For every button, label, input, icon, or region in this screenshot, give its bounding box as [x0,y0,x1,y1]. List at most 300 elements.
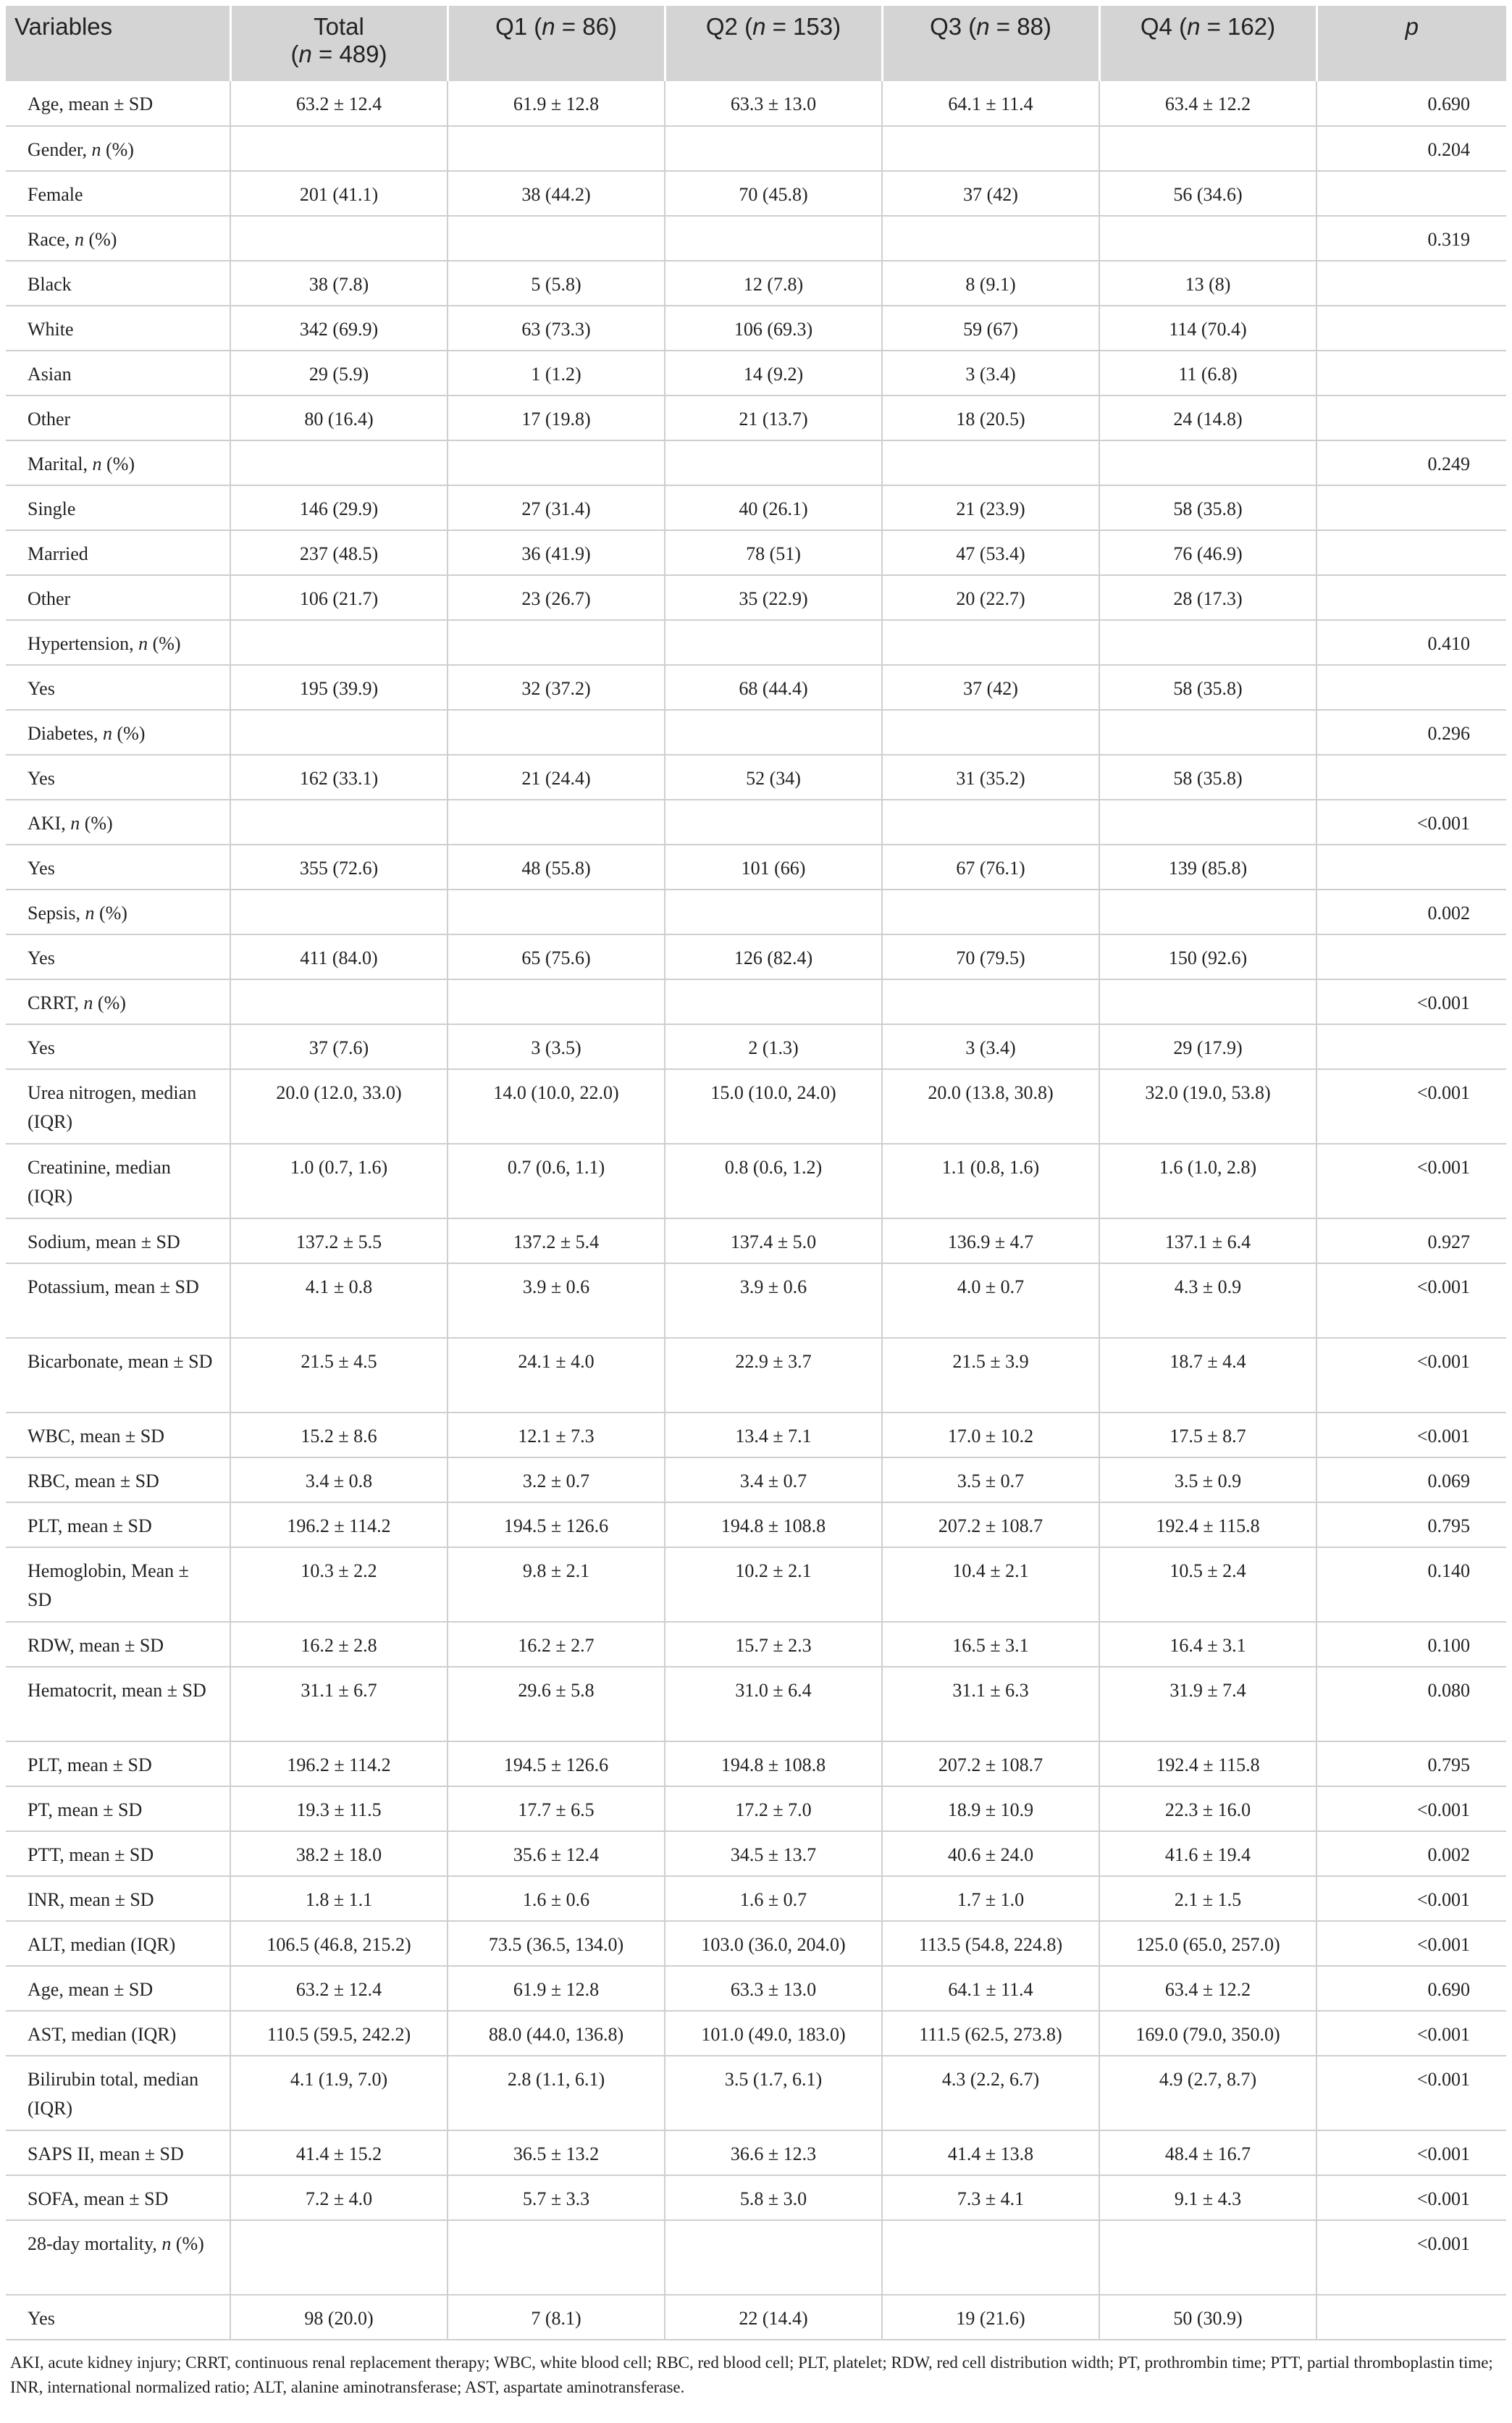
table-row [6,2056,1506,2130]
cell-total: 201 (41.1) [230,171,448,216]
cell-q2: 78 (51) [665,530,882,575]
cell-q3: 19 (21.6) [882,2295,1099,2340]
cell-q4 [1099,620,1316,665]
cell-q4: 4.9 (2.7, 8.7) [1099,2056,1316,2130]
row-label: PLT, mean ± SD [6,1741,230,1786]
cell-p: 0.319 [1316,216,1506,261]
cell-total: 1.0 (0.7, 1.6) [230,1144,448,1218]
cell-q4: 18.7 ± 4.4 [1099,1338,1316,1413]
cell-q3: 111.5 (62.5, 273.8) [882,2011,1099,2056]
cell-q2: 10.2 ± 2.1 [665,1547,882,1622]
cell-total: 146 (29.9) [230,485,448,530]
table-footnote: AKI, acute kidney injury; CRRT, continuous renal replacement therapy; WBC, white blood cell; RBC, red blood cell; PLT, platelet; RDW, red cell distribution width; PT, prothrombin time; PTT, partial thromboplastin time; INR, international normalized ratio; ALT, alanine aminotransferase; AST, aspartate aminotransferase. [10,2353,1493,2396]
table-row [6,396,1506,440]
header-q3: Q3 (n = 88) [882,6,1099,81]
row-label: Hemoglobin, Mean ± SD [6,1547,230,1622]
row-label: Creatinine, median (IQR) [6,1144,230,1218]
cell-q4: 63.4 ± 12.2 [1099,81,1316,126]
cell-q4: 150 (92.6) [1099,934,1316,979]
cell-q4: 16.4 ± 3.1 [1099,1622,1316,1667]
row-label: RDW, mean ± SD [6,1622,230,1667]
cell-q2: 22 (14.4) [665,2295,882,2340]
table-row [6,1667,1506,1741]
table-container [6,6,1506,2400]
cell-q3: 21.5 ± 3.9 [882,1338,1099,1413]
cell-q1: 17.7 ± 6.5 [448,1786,665,1831]
cell-q1: 23 (26.7) [448,575,665,620]
table-row [6,2175,1506,2220]
cell-q4 [1099,126,1316,171]
cell-q4: 58 (35.8) [1099,665,1316,710]
row-label: White [6,306,230,351]
row-label: Age, mean ± SD [6,1966,230,2011]
table-row [6,440,1506,485]
cell-q3: 20 (22.7) [882,575,1099,620]
table-row [6,261,1506,306]
cell-q2: 106 (69.3) [665,306,882,351]
row-label: Yes [6,755,230,800]
row-label: AKI, n (%) [6,800,230,845]
cell-p: <0.001 [1316,1921,1506,1966]
cell-q3 [882,710,1099,755]
cell-q3 [882,126,1099,171]
table-row [6,1144,1506,1218]
cell-q4: 137.1 ± 6.4 [1099,1218,1316,1263]
cell-total: 4.1 (1.9, 7.0) [230,2056,448,2130]
cell-q1: 27 (31.4) [448,485,665,530]
cell-q4: 28 (17.3) [1099,575,1316,620]
row-label: WBC, mean ± SD [6,1413,230,1457]
table-row [6,755,1506,800]
cell-q2: 3.4 ± 0.7 [665,1457,882,1502]
table-row [6,216,1506,261]
cell-p: <0.001 [1316,1876,1506,1921]
data-table [6,6,1506,2340]
header-total: Total (n = 489) [230,6,448,81]
cell-total [230,216,448,261]
cell-q2 [665,620,882,665]
cell-q1: 29.6 ± 5.8 [448,1667,665,1741]
cell-p: 0.927 [1316,1218,1506,1263]
cell-p: 0.690 [1316,1966,1506,2011]
cell-total: 10.3 ± 2.2 [230,1547,448,1622]
cell-p [1316,1024,1506,1069]
cell-total: 110.5 (59.5, 242.2) [230,2011,448,2056]
row-label: Other [6,396,230,440]
cell-total [230,620,448,665]
header-variables: Variables [6,6,230,81]
cell-total [230,2220,448,2295]
cell-total: 15.2 ± 8.6 [230,1413,448,1457]
cell-q2: 22.9 ± 3.7 [665,1338,882,1413]
cell-q2: 194.8 ± 108.8 [665,1502,882,1547]
cell-p: 0.296 [1316,710,1506,755]
cell-q4: 48.4 ± 16.7 [1099,2130,1316,2175]
cell-q3: 7.3 ± 4.1 [882,2175,1099,2220]
cell-q4: 22.3 ± 16.0 [1099,1786,1316,1831]
cell-total: 63.2 ± 12.4 [230,1966,448,2011]
table-row [6,485,1506,530]
row-label: Yes [6,1024,230,1069]
cell-q1: 7 (8.1) [448,2295,665,2340]
cell-q2: 101 (66) [665,845,882,890]
row-label: Asian [6,351,230,396]
cell-q3: 41.4 ± 13.8 [882,2130,1099,2175]
cell-total: 38.2 ± 18.0 [230,1831,448,1876]
table-row [6,2295,1506,2340]
cell-total: 162 (33.1) [230,755,448,800]
cell-p [1316,665,1506,710]
cell-q3: 3 (3.4) [882,351,1099,396]
table-row [6,1786,1506,1831]
cell-q2 [665,2220,882,2295]
row-label: Yes [6,665,230,710]
cell-q1: 24.1 ± 4.0 [448,1338,665,1413]
cell-p: 0.002 [1316,1831,1506,1876]
table-row [6,171,1506,216]
cell-q4: 41.6 ± 19.4 [1099,1831,1316,1876]
cell-q3: 4.3 (2.2, 6.7) [882,2056,1099,2130]
cell-q3: 1.1 (0.8, 1.6) [882,1144,1099,1218]
cell-q4: 192.4 ± 115.8 [1099,1502,1316,1547]
cell-p: <0.001 [1316,2056,1506,2130]
cell-total: 98 (20.0) [230,2295,448,2340]
cell-total: 106 (21.7) [230,575,448,620]
cell-q2: 15.7 ± 2.3 [665,1622,882,1667]
table-row [6,1413,1506,1457]
table-row [6,890,1506,934]
cell-q3 [882,440,1099,485]
row-label: Bilirubin total, median (IQR) [6,2056,230,2130]
table-row [6,710,1506,755]
cell-q3: 64.1 ± 11.4 [882,1966,1099,2011]
cell-q4: 32.0 (19.0, 53.8) [1099,1069,1316,1144]
cell-q2: 3.5 (1.7, 6.1) [665,2056,882,2130]
cell-q4: 31.9 ± 7.4 [1099,1667,1316,1741]
cell-total: 21.5 ± 4.5 [230,1338,448,1413]
row-label: Yes [6,934,230,979]
row-label: Female [6,171,230,216]
cell-p [1316,171,1506,216]
row-label: AST, median (IQR) [6,2011,230,2056]
cell-q1: 88.0 (44.0, 136.8) [448,2011,665,2056]
table-row [6,1966,1506,2011]
row-label: SAPS II, mean ± SD [6,2130,230,2175]
cell-q1: 14.0 (10.0, 22.0) [448,1069,665,1144]
cell-total: 31.1 ± 6.7 [230,1667,448,1741]
cell-total [230,126,448,171]
cell-total: 3.4 ± 0.8 [230,1457,448,1502]
row-label: Bicarbonate, mean ± SD [6,1338,230,1413]
cell-q1 [448,216,665,261]
cell-q1: 65 (75.6) [448,934,665,979]
cell-q2: 14 (9.2) [665,351,882,396]
table-row [6,81,1506,126]
cell-p: <0.001 [1316,1263,1506,1338]
cell-total: 19.3 ± 11.5 [230,1786,448,1831]
cell-total: 4.1 ± 0.8 [230,1263,448,1338]
row-label: Married [6,530,230,575]
row-label: Sepsis, n (%) [6,890,230,934]
row-label: ALT, median (IQR) [6,1921,230,1966]
cell-total: 38 (7.8) [230,261,448,306]
cell-q2 [665,979,882,1024]
table-body [6,81,1506,2340]
cell-q3 [882,216,1099,261]
cell-q3 [882,890,1099,934]
cell-q2 [665,890,882,934]
table-row [6,1338,1506,1413]
cell-q3: 10.4 ± 2.1 [882,1547,1099,1622]
cell-p: <0.001 [1316,2175,1506,2220]
cell-q3: 18.9 ± 10.9 [882,1786,1099,1831]
cell-q1: 0.7 (0.6, 1.1) [448,1144,665,1218]
cell-total: 41.4 ± 15.2 [230,2130,448,2175]
table-row [6,306,1506,351]
cell-q3: 207.2 ± 108.7 [882,1741,1099,1786]
cell-q3: 20.0 (13.8, 30.8) [882,1069,1099,1144]
cell-q1 [448,126,665,171]
cell-q1: 21 (24.4) [448,755,665,800]
cell-q4: 10.5 ± 2.4 [1099,1547,1316,1622]
cell-q1: 5 (5.8) [448,261,665,306]
cell-q3: 113.5 (54.8, 224.8) [882,1921,1099,1966]
cell-q2: 21 (13.7) [665,396,882,440]
cell-p: 0.100 [1316,1622,1506,1667]
table-row [6,530,1506,575]
cell-q3: 3.5 ± 0.7 [882,1457,1099,1502]
cell-q2: 194.8 ± 108.8 [665,1741,882,1786]
cell-q3: 64.1 ± 11.4 [882,81,1099,126]
cell-q4: 24 (14.8) [1099,396,1316,440]
header-q2: Q2 (n = 153) [665,6,882,81]
cell-q3: 1.7 ± 1.0 [882,1876,1099,1921]
cell-total [230,979,448,1024]
cell-p: 0.140 [1316,1547,1506,1622]
cell-q1: 35.6 ± 12.4 [448,1831,665,1876]
cell-q2: 68 (44.4) [665,665,882,710]
cell-q1: 73.5 (36.5, 134.0) [448,1921,665,1966]
cell-q4: 114 (70.4) [1099,306,1316,351]
cell-q3: 21 (23.9) [882,485,1099,530]
cell-q1: 63 (73.3) [448,306,665,351]
cell-p [1316,306,1506,351]
cell-p: <0.001 [1316,2011,1506,2056]
row-label: Hematocrit, mean ± SD [6,1667,230,1741]
row-label: Age, mean ± SD [6,81,230,126]
row-label: Other [6,575,230,620]
cell-p [1316,845,1506,890]
cell-q4: 13 (8) [1099,261,1316,306]
cell-q2: 103.0 (36.0, 204.0) [665,1921,882,1966]
cell-q3 [882,2220,1099,2295]
table-row [6,1024,1506,1069]
cell-q1 [448,890,665,934]
table-row [6,845,1506,890]
header-q4: Q4 (n = 162) [1099,6,1316,81]
table-row [6,2011,1506,2056]
cell-q3: 67 (76.1) [882,845,1099,890]
cell-q2: 0.8 (0.6, 1.2) [665,1144,882,1218]
row-label: Urea nitrogen, median (IQR) [6,1069,230,1144]
cell-q2: 34.5 ± 13.7 [665,1831,882,1876]
cell-q2: 13.4 ± 7.1 [665,1413,882,1457]
cell-q2: 5.8 ± 3.0 [665,2175,882,2220]
cell-q1: 32 (37.2) [448,665,665,710]
cell-q1: 61.9 ± 12.8 [448,81,665,126]
cell-q2: 2 (1.3) [665,1024,882,1069]
cell-total: 20.0 (12.0, 33.0) [230,1069,448,1144]
table-row [6,1622,1506,1667]
cell-q2: 36.6 ± 12.3 [665,2130,882,2175]
cell-q4: 192.4 ± 115.8 [1099,1741,1316,1786]
cell-q4: 139 (85.8) [1099,845,1316,890]
cell-q2 [665,710,882,755]
table-row [6,126,1506,171]
row-label: Yes [6,845,230,890]
table-row [6,1502,1506,1547]
cell-q3 [882,800,1099,845]
cell-q1 [448,2220,665,2295]
row-label: INR, mean ± SD [6,1876,230,1921]
table-row [6,2130,1506,2175]
cell-total: 29 (5.9) [230,351,448,396]
cell-total: 80 (16.4) [230,396,448,440]
table-row [6,1457,1506,1502]
table-row [6,934,1506,979]
cell-p: 0.690 [1316,81,1506,126]
cell-p: <0.001 [1316,1786,1506,1831]
row-label: PLT, mean ± SD [6,1502,230,1547]
row-label: Black [6,261,230,306]
cell-q3: 37 (42) [882,171,1099,216]
cell-q1: 2.8 (1.1, 6.1) [448,2056,665,2130]
cell-p: 0.204 [1316,126,1506,171]
cell-q2: 31.0 ± 6.4 [665,1667,882,1741]
cell-q3: 3 (3.4) [882,1024,1099,1069]
cell-q4: 29 (17.9) [1099,1024,1316,1069]
cell-q1 [448,440,665,485]
cell-q4: 1.6 (1.0, 2.8) [1099,1144,1316,1218]
cell-q3: 136.9 ± 4.7 [882,1218,1099,1263]
table-row [6,1921,1506,1966]
table-row [6,1831,1506,1876]
cell-total: 355 (72.6) [230,845,448,890]
cell-p: <0.001 [1316,2130,1506,2175]
row-label: PT, mean ± SD [6,1786,230,1831]
cell-q2: 63.3 ± 13.0 [665,81,882,126]
cell-q1: 137.2 ± 5.4 [448,1218,665,1263]
cell-total: 195 (39.9) [230,665,448,710]
cell-q1: 1.6 ± 0.6 [448,1876,665,1921]
cell-q1: 12.1 ± 7.3 [448,1413,665,1457]
header-row [6,6,1506,81]
cell-q4: 2.1 ± 1.5 [1099,1876,1316,1921]
cell-q4 [1099,979,1316,1024]
cell-q3 [882,620,1099,665]
cell-q4: 17.5 ± 8.7 [1099,1413,1316,1457]
cell-q2: 70 (45.8) [665,171,882,216]
cell-total: 411 (84.0) [230,934,448,979]
cell-q2: 17.2 ± 7.0 [665,1786,882,1831]
cell-q1: 3 (3.5) [448,1024,665,1069]
row-label: Gender, n (%) [6,126,230,171]
table-row [6,800,1506,845]
cell-q4 [1099,890,1316,934]
cell-total [230,440,448,485]
cell-q1: 16.2 ± 2.7 [448,1622,665,1667]
table-row [6,1263,1506,1338]
cell-total [230,800,448,845]
cell-q4: 63.4 ± 12.2 [1099,1966,1316,2011]
cell-q3: 40.6 ± 24.0 [882,1831,1099,1876]
table-row [6,575,1506,620]
cell-q3: 17.0 ± 10.2 [882,1413,1099,1457]
cell-p: 0.002 [1316,890,1506,934]
cell-p: <0.001 [1316,1144,1506,1218]
cell-p: <0.001 [1316,1413,1506,1457]
cell-q3: 31 (35.2) [882,755,1099,800]
cell-q3 [882,979,1099,1024]
cell-q1: 3.9 ± 0.6 [448,1263,665,1338]
cell-p: 0.410 [1316,620,1506,665]
cell-total: 37 (7.6) [230,1024,448,1069]
cell-q3: 47 (53.4) [882,530,1099,575]
table-row [6,351,1506,396]
table-row [6,1741,1506,1786]
cell-q2: 1.6 ± 0.7 [665,1876,882,1921]
row-label: Yes [6,2295,230,2340]
cell-q1: 38 (44.2) [448,171,665,216]
cell-q4 [1099,2220,1316,2295]
table-row [6,1218,1506,1263]
table-row [6,2220,1506,2295]
table-row [6,1876,1506,1921]
cell-q2 [665,440,882,485]
cell-q1: 3.2 ± 0.7 [448,1457,665,1502]
cell-q2: 101.0 (49.0, 183.0) [665,2011,882,2056]
cell-q2: 35 (22.9) [665,575,882,620]
cell-p [1316,261,1506,306]
row-label: Potassium, mean ± SD [6,1263,230,1338]
cell-p: <0.001 [1316,979,1506,1024]
row-label: RBC, mean ± SD [6,1457,230,1502]
cell-q3: 16.5 ± 3.1 [882,1622,1099,1667]
cell-total: 16.2 ± 2.8 [230,1622,448,1667]
cell-q4: 56 (34.6) [1099,171,1316,216]
cell-q4: 169.0 (79.0, 350.0) [1099,2011,1316,2056]
cell-p [1316,530,1506,575]
cell-p: <0.001 [1316,1069,1506,1144]
header-q1: Q1 (n = 86) [448,6,665,81]
header-p: p [1316,6,1506,81]
cell-q2: 137.4 ± 5.0 [665,1218,882,1263]
cell-q2: 126 (82.4) [665,934,882,979]
cell-q2: 63.3 ± 13.0 [665,1966,882,2011]
cell-q4: 9.1 ± 4.3 [1099,2175,1316,2220]
cell-q4: 3.5 ± 0.9 [1099,1457,1316,1502]
cell-q3: 31.1 ± 6.3 [882,1667,1099,1741]
cell-p: 0.795 [1316,1502,1506,1547]
cell-total [230,710,448,755]
row-label: Diabetes, n (%) [6,710,230,755]
row-label: Sodium, mean ± SD [6,1218,230,1263]
cell-p: 0.795 [1316,1741,1506,1786]
cell-q1 [448,800,665,845]
cell-p: 0.249 [1316,440,1506,485]
cell-total: 196.2 ± 114.2 [230,1502,448,1547]
cell-q2 [665,800,882,845]
